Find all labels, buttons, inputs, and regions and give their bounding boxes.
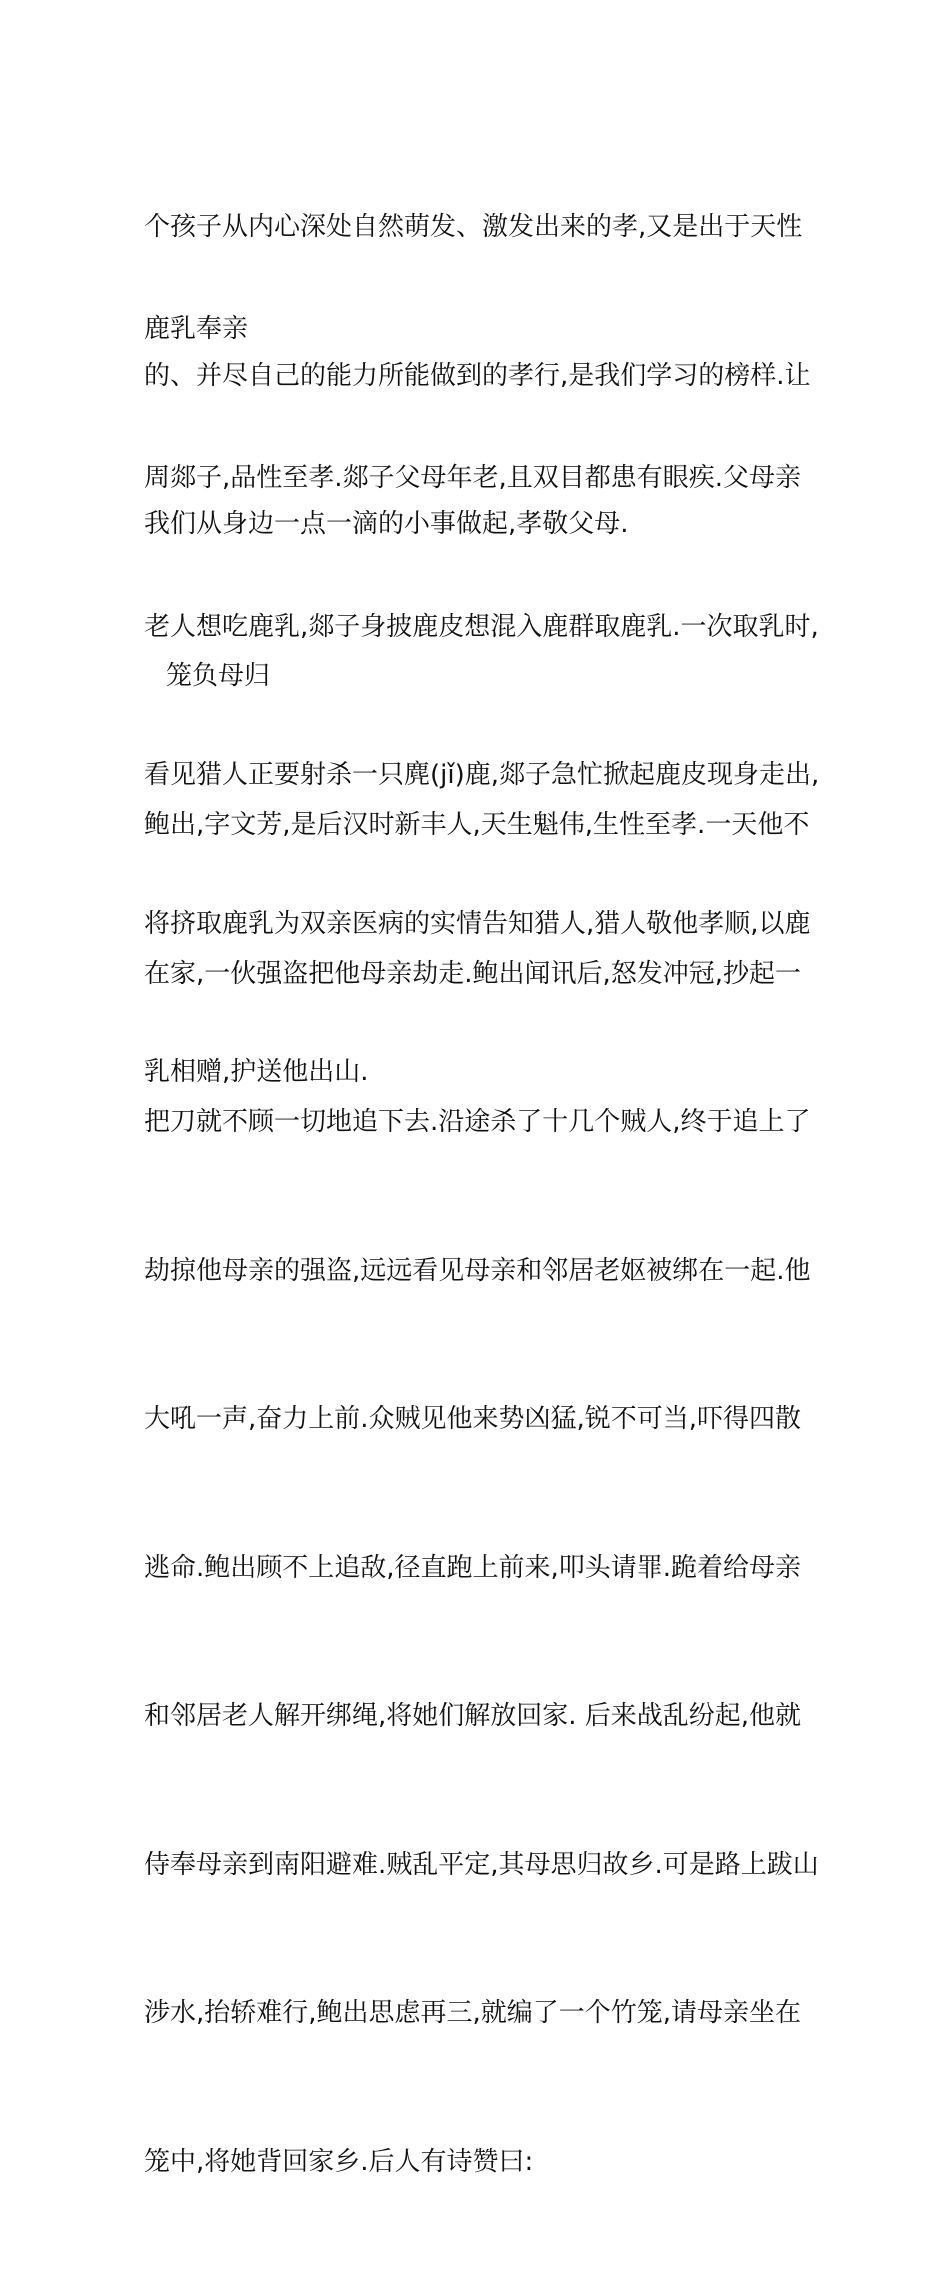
story2-line-8: 侍奉母亲到南阳避难.贼乱平定,其母思归故乡.可是路上跋山	[144, 1849, 819, 1880]
story2-line-10: 笼中,将她背回家乡.后人有诗赞曰:	[144, 2146, 534, 2177]
intro-line-3: 我们从身边一点一滴的小事做起,孝敬父母.	[144, 509, 629, 539]
story2-paragraph	[144, 702, 820, 2286]
intro-line-2: 的、并尽自己的能力所能做到的孝行,是我们学习的榜样.让	[144, 360, 811, 391]
story1-line-4: 将挤取鹿乳为双亲医病的实情告知猎人,猎人敬他孝顺,以鹿	[144, 908, 811, 939]
story2-line-5: 大吼一声,奋力上前.众贼见他来势凶猛,锐不可当,吓得四散	[144, 1404, 802, 1434]
story2-line-3: 把刀就不顾一切地追下去.沿途杀了十几个贼人,终于追上了	[144, 1107, 811, 1137]
story2-line-2: 在家,一伙强盗把他母亲劫走.鲍出闻讯后,怒发冲冠,抄起一	[144, 958, 802, 989]
story2-line-7: 和邻居老人解开绑绳,将她们解放回家. 后来战乱纷起,他就	[144, 1701, 802, 1731]
story2-title: 笼负母归	[166, 661, 271, 691]
story1-line-2: 老人想吃鹿乳,郯子身披鹿皮想混入鹿群取鹿乳.一次取乳时,	[144, 611, 819, 642]
story1-line-3: 看见猎人正要射杀一只麂(jǐ)鹿,郯子急忙掀起鹿皮现身走出,	[144, 760, 820, 790]
story1-title: 鹿乳奉亲	[144, 314, 249, 344]
story2-line-9: 涉水,抬轿难行,鲍出思虑再三,就编了一个竹笼,请母亲坐在	[144, 1998, 802, 2028]
story2-line-4: 劫掠他母亲的强盗,远远看见母亲和邻居老妪被绑在一起.他	[144, 1255, 811, 1286]
intro-line-1: 个孩子从内心深处自然萌发、激发出来的孝,又是出于天性	[144, 212, 803, 242]
story2-line-6: 逃命.鲍出顾不上追敌,径直跑上前来,叩头请罪.跪着给母亲	[144, 1552, 802, 1583]
story1-line-1: 周郯子,品性至孝.郯子父母年老,且双目都患有眼疾.父母亲	[144, 463, 802, 493]
story1-line-5: 乳相赠,护送他出山.	[144, 1057, 369, 1087]
story2-line-1: 鲍出,字文芳,是后汉时新丰人,天生魁伟,生性至孝.一天他不	[144, 810, 810, 840]
